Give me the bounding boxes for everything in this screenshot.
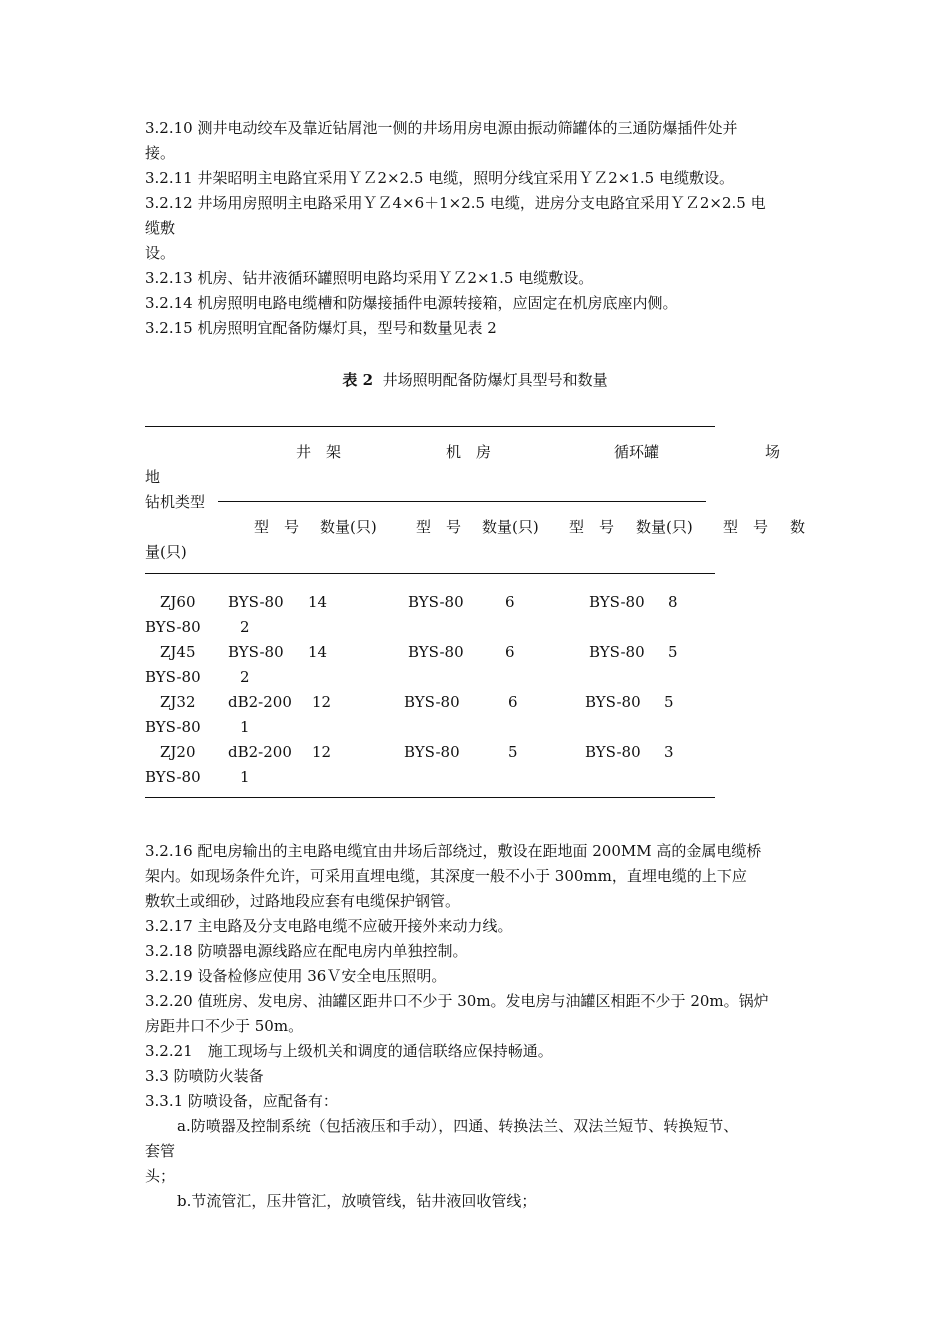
group-header-circulation-tank: 循环罐 bbox=[614, 443, 660, 461]
table-cell: 5 bbox=[664, 693, 674, 711]
para-3-2-14: 3.2.14 机房照明电路电缆槽和防爆接插件电源转接箱，应固定在机房底座内侧。 bbox=[145, 294, 678, 312]
table-cell: 14 bbox=[308, 643, 328, 661]
para-3-2-11: 3.2.11 井架昭明主电路宜采用ＹＺ2×2.5 电缆，照明分线宜采用ＹＺ2×1.5 电缆敷设。 bbox=[145, 169, 734, 187]
table-cell: 6 bbox=[508, 693, 518, 711]
para-3-2-12-line3: 设。 bbox=[145, 244, 176, 262]
table-cell: dB2-200 bbox=[228, 743, 292, 761]
para-3-2-10-line1: 3.2.10 测井电动绞车及靠近钻屑池一侧的井场用房电源由振动筛罐体的三通防爆插件处并 bbox=[145, 119, 738, 137]
para-3-2-13: 3.2.13 机房、钻井液循环罐照明电路均采用ＹＺ2×1.5 电缆敷设。 bbox=[145, 269, 594, 287]
table-cell: 6 bbox=[505, 593, 515, 611]
table-cell: 12 bbox=[312, 693, 332, 711]
group-header-engine-room: 机 房 bbox=[446, 443, 492, 461]
para-3-2-16-line1: 3.2.16 配电房输出的主电路电缆宜由井场后部绕过，敷设在距地面 200MM 高的金属电缆桥 bbox=[145, 842, 762, 860]
table-cell: 6 bbox=[505, 643, 515, 661]
section-3-3-heading: 3.3 防喷防火装备 bbox=[145, 1067, 264, 1085]
table-cell: 12 bbox=[312, 743, 332, 761]
sub-header-qty-1: 数量(只) bbox=[320, 518, 377, 536]
para-3-2-10-line2: 接。 bbox=[145, 144, 176, 162]
para-3-2-15: 3.2.15 机房照明宜配备防爆灯具，型号和数量见表 2 bbox=[145, 319, 497, 337]
table-cell: BYS-80 bbox=[408, 593, 464, 611]
list-item-a-line3: 头； bbox=[145, 1167, 176, 1185]
table-bottom-rule bbox=[145, 797, 715, 798]
sub-header-model-4: 型 号 bbox=[723, 518, 769, 536]
table-cell: BYS-80 bbox=[404, 693, 460, 711]
para-3-3-1: 3.3.1 防喷设备，应配备有： bbox=[145, 1092, 338, 1110]
para-3-2-12-line1: 3.2.12 井场用房照明主电路采用ＹＺ4×6＋1×2.5 电缆，进房分支电路宜采用ＹＺ2×2.5 电 bbox=[145, 194, 766, 212]
group-header-derrick: 井 架 bbox=[296, 443, 342, 461]
para-3-2-16-line2: 架内。如现场条件允许，可采用直埋电缆，其深度一般不小于 300mm，直埋电缆的上下应 bbox=[145, 867, 747, 885]
table-header-divider bbox=[218, 501, 706, 502]
table-title-text: 井场照明配备防爆灯具型号和数量 bbox=[382, 371, 608, 389]
table-cell: BYS-80 bbox=[404, 743, 460, 761]
table-cell: BYS-80 bbox=[585, 743, 641, 761]
table-cell: 8 bbox=[668, 593, 678, 611]
table-cell: BYS-80 bbox=[228, 643, 284, 661]
table-cell-wrap: BYS-80 bbox=[145, 718, 201, 736]
para-3-2-16-line3: 敷软土或细砂，过路地段应套有电缆保护钢管。 bbox=[145, 892, 461, 910]
table-cell: BYS-80 bbox=[228, 593, 284, 611]
table-cell: 5 bbox=[668, 643, 678, 661]
table-row-type: ZJ32 bbox=[160, 693, 196, 711]
table-cell: BYS-80 bbox=[408, 643, 464, 661]
para-3-2-21: 3.2.21 施工现场与上级机关和调度的通信联络应保持畅通。 bbox=[145, 1042, 553, 1060]
para-3-2-17: 3.2.17 主电路及分支电路电缆不应破开接外来动力线。 bbox=[145, 917, 513, 935]
table-cell-wrap: BYS-80 bbox=[145, 618, 201, 636]
group-header-site: 场 bbox=[765, 443, 781, 461]
list-item-b: b.节流管汇，压井管汇，放喷管线，钻井液回收管线； bbox=[177, 1192, 537, 1210]
para-3-2-20-line1: 3.2.20 值班房、发电房、油罐区距井口不少于 30m。发电房与油罐区相距不少于 20m。锅炉 bbox=[145, 992, 769, 1010]
sub-header-model-3: 型 号 bbox=[569, 518, 615, 536]
table-cell: 14 bbox=[308, 593, 328, 611]
table-cell: dB2-200 bbox=[228, 693, 292, 711]
table-header-rule bbox=[145, 573, 715, 574]
table-cell-wrap: BYS-80 bbox=[145, 768, 201, 786]
group-header-site-wrap: 地 bbox=[145, 468, 161, 486]
row-header-rig-type: 钻机类型 bbox=[145, 493, 206, 511]
para-3-2-12-line2: 缆敷 bbox=[145, 219, 176, 237]
table-cell: BYS-80 bbox=[589, 593, 645, 611]
table-row-type: ZJ20 bbox=[160, 743, 196, 761]
sub-header-qty-3: 数量(只) bbox=[636, 518, 693, 536]
table-cell: BYS-80 bbox=[585, 693, 641, 711]
table-cell-wrap: 1 bbox=[240, 718, 250, 736]
sub-header-qty-2: 数量(只) bbox=[482, 518, 539, 536]
para-3-2-19: 3.2.19 设备检修应使用 36Ｖ安全电压照明。 bbox=[145, 967, 447, 985]
table-cell-wrap: 1 bbox=[240, 768, 250, 786]
para-3-2-20-line2: 房距井口不少于 50m。 bbox=[145, 1017, 304, 1035]
sub-header-model-1: 型 号 bbox=[254, 518, 300, 536]
table-cell: 5 bbox=[508, 743, 518, 761]
list-item-a-line1: a.防喷器及控制系统（包括液压和手动），四通、转换法兰、双法兰短节、转换短节、 bbox=[177, 1117, 739, 1135]
table-row-type: ZJ60 bbox=[160, 593, 196, 611]
sub-header-qty-4: 数 bbox=[790, 518, 806, 536]
sub-header-qty-4-wrap: 量(只) bbox=[145, 543, 187, 561]
list-item-a-line2: 套管 bbox=[145, 1142, 176, 1160]
para-3-2-18: 3.2.18 防喷器电源线路应在配电房内单独控制。 bbox=[145, 942, 468, 960]
table-title bbox=[0, 369, 950, 390]
table-title-number: 表 2 bbox=[342, 371, 374, 389]
table-top-rule bbox=[145, 426, 715, 427]
table-cell-wrap: BYS-80 bbox=[145, 668, 201, 686]
table-cell: BYS-80 bbox=[589, 643, 645, 661]
table-cell: 3 bbox=[664, 743, 674, 761]
table-row-type: ZJ45 bbox=[160, 643, 196, 661]
sub-header-model-2: 型 号 bbox=[416, 518, 462, 536]
table-cell-wrap: 2 bbox=[240, 668, 250, 686]
table-cell-wrap: 2 bbox=[240, 618, 250, 636]
